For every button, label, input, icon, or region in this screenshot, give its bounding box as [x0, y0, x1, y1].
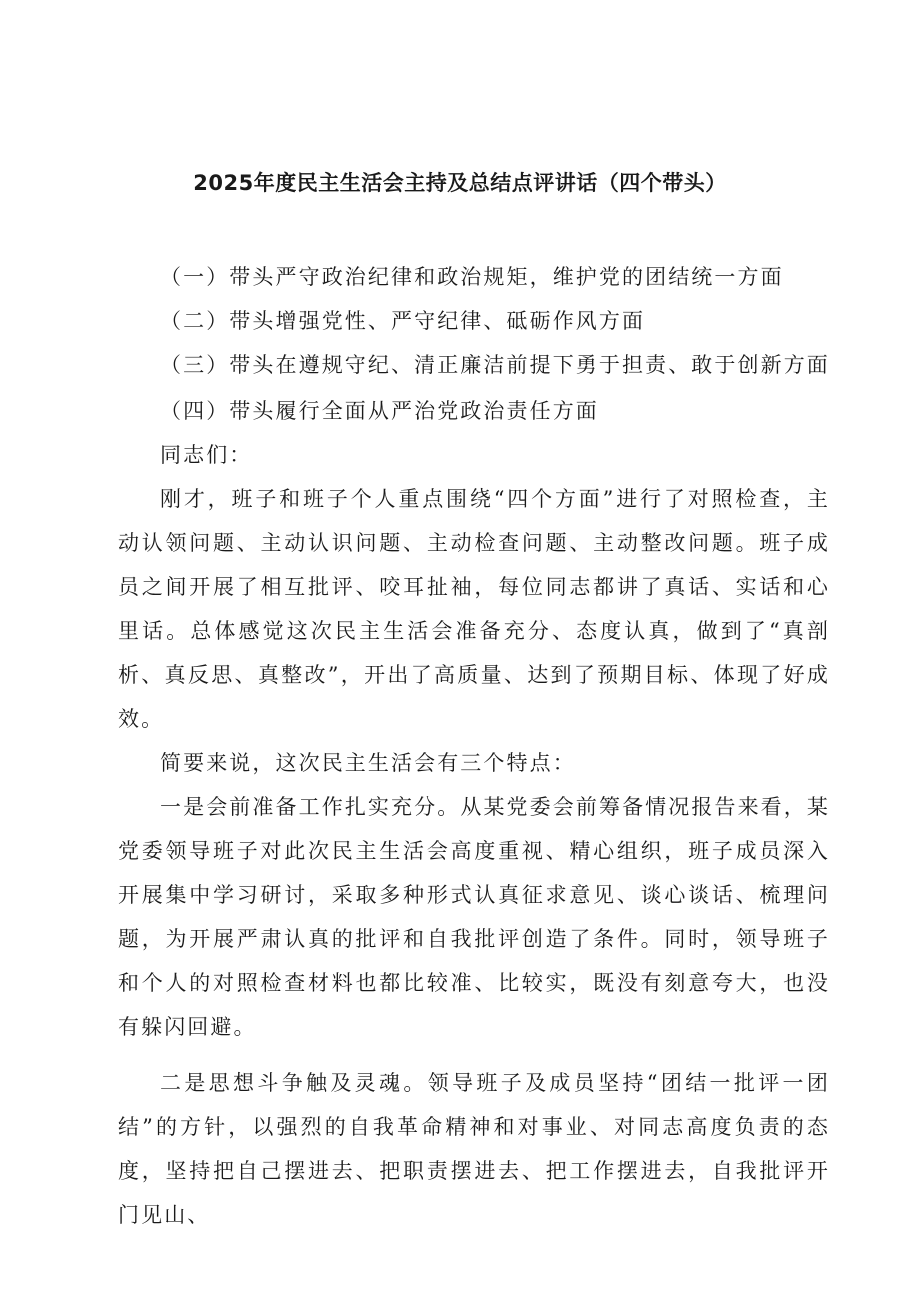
document-title: 2025年度民主生活会主持及总结点评讲话（四个带头）: [193, 171, 727, 195]
document-body: [118, 255, 830, 1237]
heading-4: （四）带头履行全面从严治党政治责任方面: [160, 399, 599, 423]
salutation: 同志们：: [160, 443, 253, 467]
paragraph-point-one: 一是会前准备工作扎实充分。从某党委会前筹备情况报告来看，某党委领导班子对此次民主生活会高度重视、精心组织，班子成员深入开展集中学习研讨，采取多种形式认真征求意见、谈心谈话、梳理问题，为开展严肃认真的批评和自我批评创造了条件。同时，领导班子和个人的对照检查材料也都比较准、比较实，既没有刻意夸大，也没有躲闪回避。: [118, 795, 830, 1039]
paragraph-summary-intro: 简要来说，这次民主生活会有三个特点：: [160, 751, 576, 775]
paragraph-overview: 刚才，班子和班子个人重点围绕“四个方面”进行了对照检查，主动认领问题、主动认识问题、主动检查问题、主动整改问题。班子成员之间开展了相互批评、咬耳扯袖，每位同志都讲了真话、实话和心里话。总体感觉这次民主生活会准备充分、态度认真，做到了“真剖析、真反思、真整改”，开出了高质量、达到了预期目标、体现了好成效。: [118, 487, 830, 731]
heading-1: （一）带头严守政治纪律和政治规矩，维护党的团结统一方面: [160, 265, 784, 289]
heading-3: （三）带头在遵规守纪、清正廉洁前提下勇于担责、敢于创新方面: [160, 353, 830, 377]
paragraph-point-two: 二是思想斗争触及灵魂。领导班子及成员坚持“团结一批评一团结”的方针，以强烈的自我革命精神和对事业、对同志高度负责的态度，坚持把自己摆进去、把职责摆进去、把工作摆进去，自我批评开门见山、: [118, 1071, 830, 1227]
heading-2: （二）带头增强党性、严守纪律、砥砺作风方面: [160, 309, 646, 333]
